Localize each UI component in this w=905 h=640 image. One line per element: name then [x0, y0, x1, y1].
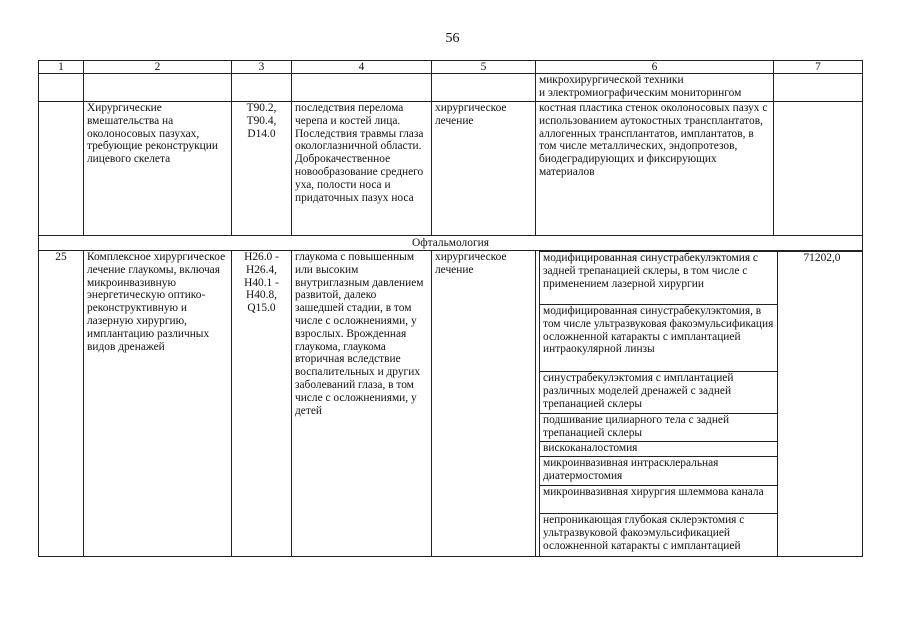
carryover-row: [39, 74, 863, 102]
surgery-row: [39, 102, 863, 236]
method-6: микроинвазивная интрасклеральная диатермостомия: [540, 457, 778, 486]
carryover-method: микрохирургической техники и электромиографическим мониторингом: [536, 74, 774, 102]
method-4: подшивание цилиарного тела с задней трепанацией склеры: [540, 414, 778, 442]
row-25-cost: 71202,0: [778, 252, 863, 556]
column-header-2: 2: [84, 61, 232, 74]
method-2: модифицированная синустрабекулэктомия, в том числе ультразвуковая факоэмульсификация осложненной катаракты с имплантацией интраокулярной линзы: [540, 305, 778, 372]
row-25-methods: [536, 251, 863, 557]
methods-subtable: [539, 251, 863, 556]
method-3: синустрабекулэктомия с имплантацией различных моделей дренажей с задней трепанацией склеры: [540, 372, 778, 414]
method-1: модифицированная синустрабекулэктомия с задней трепанацией склеры, в том числе с применением лазерной хирургии: [540, 252, 778, 305]
row-25: [39, 251, 863, 557]
method-row: [540, 252, 863, 305]
column-header-1: 1: [39, 61, 84, 74]
surgery-treatment: хирургическое лечение: [432, 102, 536, 236]
column-header-4: 4: [292, 61, 432, 74]
column-header-6: 6: [536, 61, 774, 74]
surgery-name: Хирургические вмешательства на околоносовых пазухах, требующие реконструкции лицевого скелета: [84, 102, 232, 236]
row-25-treatment: хирургическое лечение: [432, 251, 536, 557]
column-header-3: 3: [232, 61, 292, 74]
row-25-model: глаукома с повышенным или высоким внутриглазным давлением развитой, далеко зашедшей стадии, в том числе с осложнениями, у взрослых. Врожденная глаукома, глаукома вторичная вследствие воспалительных и других заболеваний глаза, в том числе с осложнениями, у детей: [292, 251, 432, 557]
section-title: Офтальмология: [39, 236, 863, 251]
row-25-codes: H26.0 - H26.4, H40.1 - H40.8, Q15.0: [232, 251, 292, 557]
section-row: [39, 236, 863, 251]
surgery-method: костная пластика стенок околоносовых пазух с использованием аутокостных трансплантатов, аллогенных трансплантатов, имплантатов, в том числе металлических, эндопротезов, биодеградирующих и фиксирующих материалов: [536, 102, 774, 236]
surgery-codes: T90.2, T90.4, D14.0: [232, 102, 292, 236]
page-number: 56: [445, 31, 460, 46]
row-25-name: Комплексное хирургическое лечение глаукомы, включая микроинвазивную энергетическую оптико-реконструктивную и лазерную хирургию, имплантацию различных видов дренажей: [84, 251, 232, 557]
column-header-7: 7: [774, 61, 863, 74]
surgery-model: последствия перелома черепа и костей лица. Последствия травмы глаза окологлазничной области. Доброкачественное новообразование среднего уха, полости носа и придаточных пазух носа: [292, 102, 432, 236]
method-5: вискоканалостомия: [540, 442, 778, 457]
method-7: микроинвазивная хирургия шлеммова канала: [540, 486, 778, 514]
procedures-table: [38, 60, 863, 557]
column-header-5: 5: [432, 61, 536, 74]
row-number: 25: [39, 251, 84, 557]
method-8: непроникающая глубокая склерэктомия с ультразвуковой факоэмульсификацией осложненной катаракты с имплантацией: [540, 514, 778, 556]
column-number-row: [39, 61, 863, 74]
